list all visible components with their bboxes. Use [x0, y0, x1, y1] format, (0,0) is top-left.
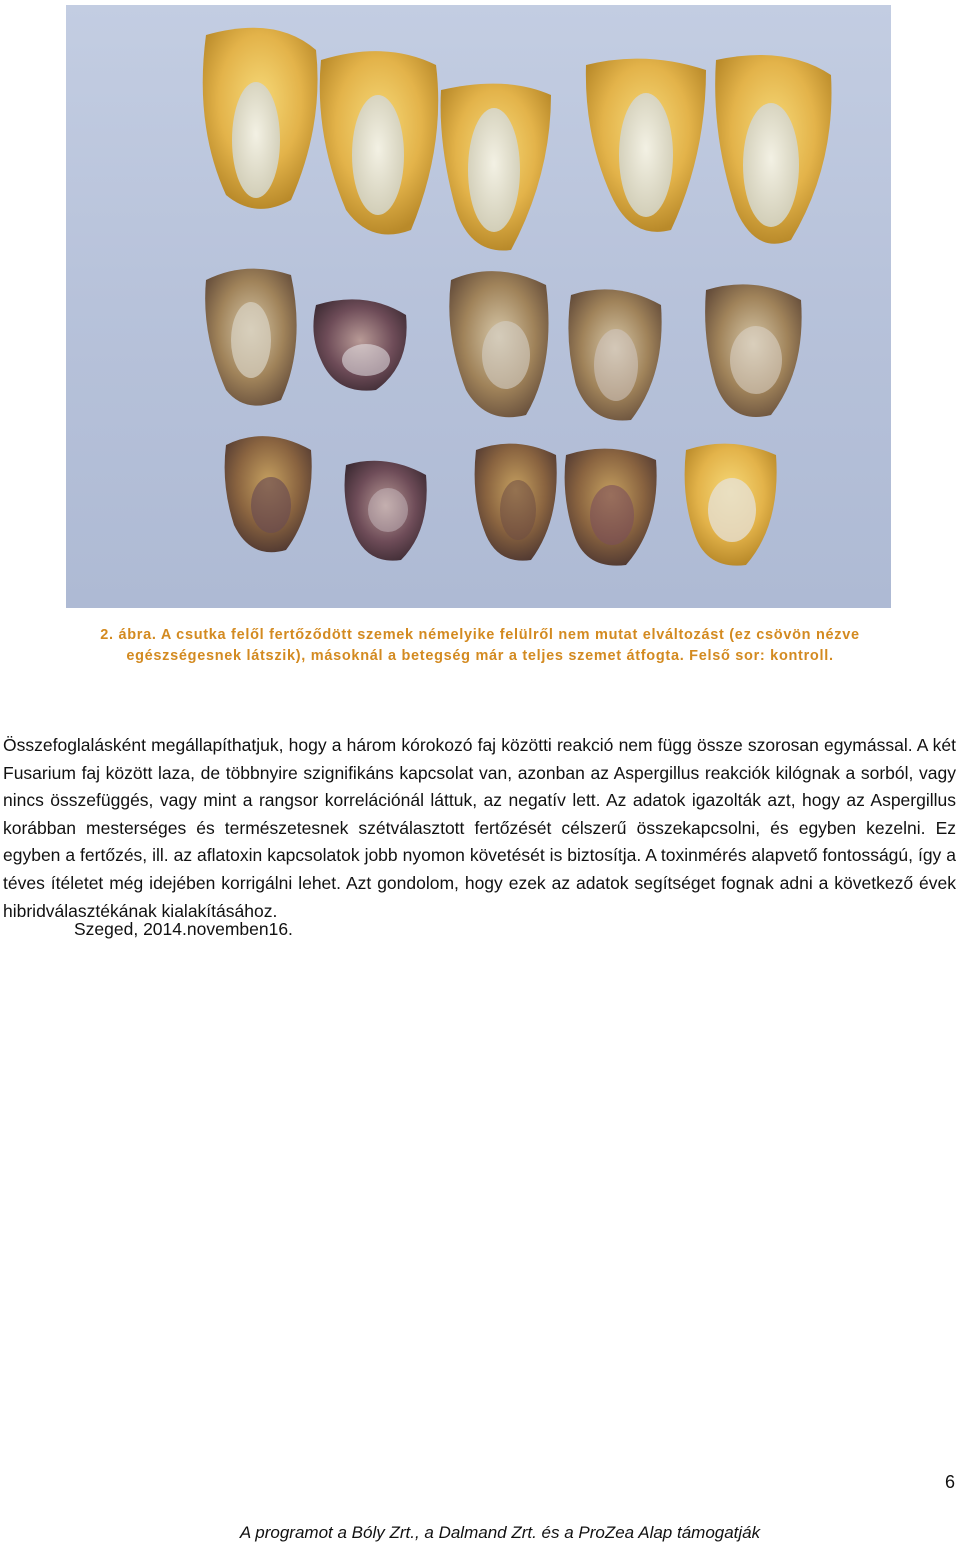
kernel-row-infected-bottom	[225, 436, 777, 566]
page-footer: A programot a Bóly Zrt., a Dalmand Zrt. és a ProZea Alap támogatják	[239, 1523, 761, 1542]
page-number: 6	[944, 1472, 955, 1492]
summary-paragraph-block	[3, 732, 956, 925]
figure-caption	[40, 625, 920, 667]
corn-kernels-photo	[66, 5, 891, 608]
kernel-row-infected-middle	[205, 269, 801, 421]
caption-line: egészségesnek látszik), másoknál a betegség már a teljes szemet átfogta. Felső sor: kontroll.	[126, 648, 834, 664]
kernel-row-control	[203, 28, 832, 251]
signoff-place-date: Szeged, 2014.novemben16.	[74, 919, 293, 939]
caption-line: 2. ábra. A csutka felől fertőződött szemek némelyike felülről nem mutat elváltozást (ez csövön nézve	[100, 627, 860, 643]
summary-paragraph: Összefoglalásként megállapíthatjuk, hogy a három kórokozó faj közötti reakció nem függ össze szorosan egymással. A két Fusarium faj között laza, de többnyire szignifikáns kapcsolat van, azonban az Aspergillus reakciók kilógnak a sorból, vagy nincs összefüggés, vagy mint a rangsor korrelációnál láttuk, az negatív lett. Az adatok igazolták azt, hogy az Aspergillus korábban mesterséges és természetesnek szétválasztott fertőzését célszerű összekapcsolni, és egyben kezelni. Ez egyben a fertőzés, ill. az aflatoxin kapcsolatok jobb nyomon követését is biztosítja. A toxinmérés alapvető fontosságú, így a téves ítéletet még idejében korrigálni lehet. Azt gondolom, hogy ezek az adatok segítséget fognak adni a következő évek hibridválasztékának kialakításához.	[3, 735, 956, 921]
